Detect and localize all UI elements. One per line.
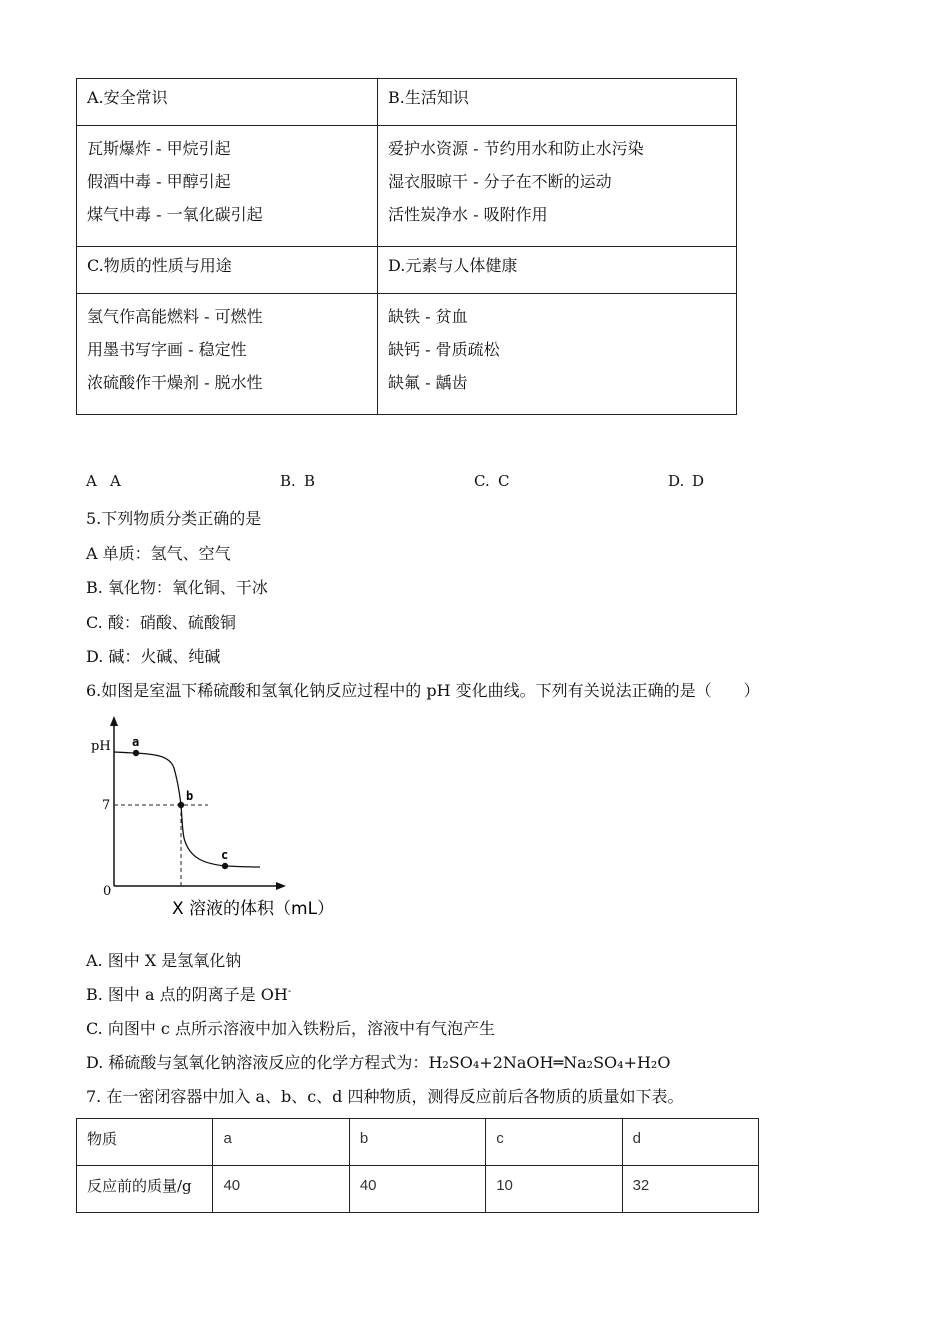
value-cell: 40 — [349, 1166, 485, 1213]
cell-line: 缺氟 - 龋齿 — [388, 373, 468, 392]
option-text: B — [304, 472, 316, 490]
question-7-stem: 7. 在一密闭容器中加入 a、b、c、d 四种物质，测得反应前后各物质的质量如下表。 — [86, 1087, 684, 1106]
cell-line: 瓦斯爆炸 - 甲烷引起 — [87, 139, 231, 158]
question-5-stem: 5.下列物质分类正确的是 — [86, 509, 262, 528]
cell-a-head: A.安全常识 — [77, 79, 378, 126]
cell-d-body — [378, 294, 737, 415]
option-d[interactable] — [668, 472, 704, 490]
cell-c-head: C.物质的性质与用途 — [77, 247, 378, 294]
cell-line: 用墨书写字画 - 稳定性 — [87, 340, 247, 359]
option-text: C — [498, 472, 510, 490]
cell-line: 煤气中毒 - 一氧化碳引起 — [87, 205, 263, 224]
option-label: C. — [474, 472, 490, 490]
origin-label: 0 — [103, 884, 112, 899]
cell-line: 爱护水资源 - 节约用水和防止水污染 — [388, 139, 644, 158]
option-text: D — [692, 472, 705, 490]
point-b-label: b — [186, 789, 194, 803]
q6-option-d[interactable] — [86, 1050, 670, 1073]
chemical-equation: H₂SO₄+2NaOH═Na₂SO₄+H₂O — [428, 1053, 671, 1072]
cell-d-head: D.元素与人体健康 — [378, 247, 737, 294]
header-cell: a — [213, 1119, 349, 1166]
q5-option-a[interactable]: A 单质：氢气、空气 — [86, 544, 231, 563]
q5-option-d[interactable]: D. 碱：火碱、纯碱 — [86, 647, 221, 666]
header-cell: b — [349, 1119, 485, 1166]
cell-line: 活性炭净水 - 吸附作用 — [388, 205, 548, 224]
cell-line: 湿衣服晾干 - 分子在不断的运动 — [388, 172, 612, 191]
knowledge-table — [76, 78, 737, 415]
value-cell: 32 — [622, 1166, 758, 1213]
value-cell: 40 — [213, 1166, 349, 1213]
q6-option-d-text: D. 稀硫酸与氢氧化钠溶液反应的化学方程式为： — [86, 1053, 429, 1072]
option-text: A — [110, 472, 121, 490]
row-label-cell: 反应前的质量/g — [77, 1166, 213, 1213]
cell-line: 缺钙 - 骨质疏松 — [388, 340, 500, 359]
option-label: D. — [668, 472, 685, 490]
mass-table — [76, 1118, 759, 1213]
point-b — [178, 802, 184, 808]
cell-b-body — [378, 126, 737, 247]
option-b[interactable] — [280, 472, 315, 490]
option-label: A — [86, 472, 97, 490]
q6-option-c[interactable]: C. 向图中 c 点所示溶液中加入铁粉后，溶液中有气泡产生 — [86, 1019, 495, 1038]
cell-c-body — [77, 294, 378, 415]
charge-superscript: - — [287, 986, 292, 997]
y-tick-7: 7 — [102, 798, 111, 813]
header-cell: c — [486, 1119, 622, 1166]
cell-line: 浓硫酸作干燥剂 - 脱水性 — [87, 373, 263, 392]
point-c — [222, 863, 228, 869]
point-a — [133, 750, 139, 756]
q5-option-c[interactable]: C. 酸：硝酸、硫酸铜 — [86, 613, 236, 632]
y-axis-arrow — [110, 716, 118, 726]
ph-curve-chart — [86, 716, 366, 926]
point-a-label: a — [132, 735, 140, 749]
cell-b-head: B.生活知识 — [378, 79, 737, 126]
q5-option-b[interactable]: B. 氧化物：氧化铜、干冰 — [86, 578, 268, 597]
option-c[interactable] — [474, 472, 509, 490]
question-6-stem: 6.如图是室温下稀硫酸和氢氧化钠反应过程中的 pH 变化曲线。下列有关说法正确的是（ ） — [86, 681, 760, 700]
q6-option-a[interactable]: A. 图中 X 是氢氧化钠 — [86, 951, 242, 970]
y-axis-label: pH — [91, 739, 111, 754]
header-cell: d — [622, 1119, 758, 1166]
value-cell: 10 — [486, 1166, 622, 1213]
cell-line: 缺铁 - 贫血 — [388, 307, 468, 326]
ph-curve — [114, 752, 260, 867]
header-cell: 物质 — [77, 1119, 213, 1166]
cell-a-body — [77, 126, 378, 247]
q6-option-b[interactable] — [86, 982, 291, 1005]
option-label: B. — [280, 472, 296, 490]
point-c-label: c — [221, 848, 229, 862]
x-axis-arrow — [276, 882, 286, 890]
x-axis-label: X 溶液的体积（mL） — [172, 899, 335, 919]
q6-option-b-text: B. 图中 a 点的阴离子是 OH — [86, 985, 288, 1004]
cell-line: 氢气作高能燃料 - 可燃性 — [87, 307, 263, 326]
option-a[interactable] — [86, 472, 121, 490]
cell-line: 假酒中毒 - 甲醇引起 — [87, 172, 231, 191]
